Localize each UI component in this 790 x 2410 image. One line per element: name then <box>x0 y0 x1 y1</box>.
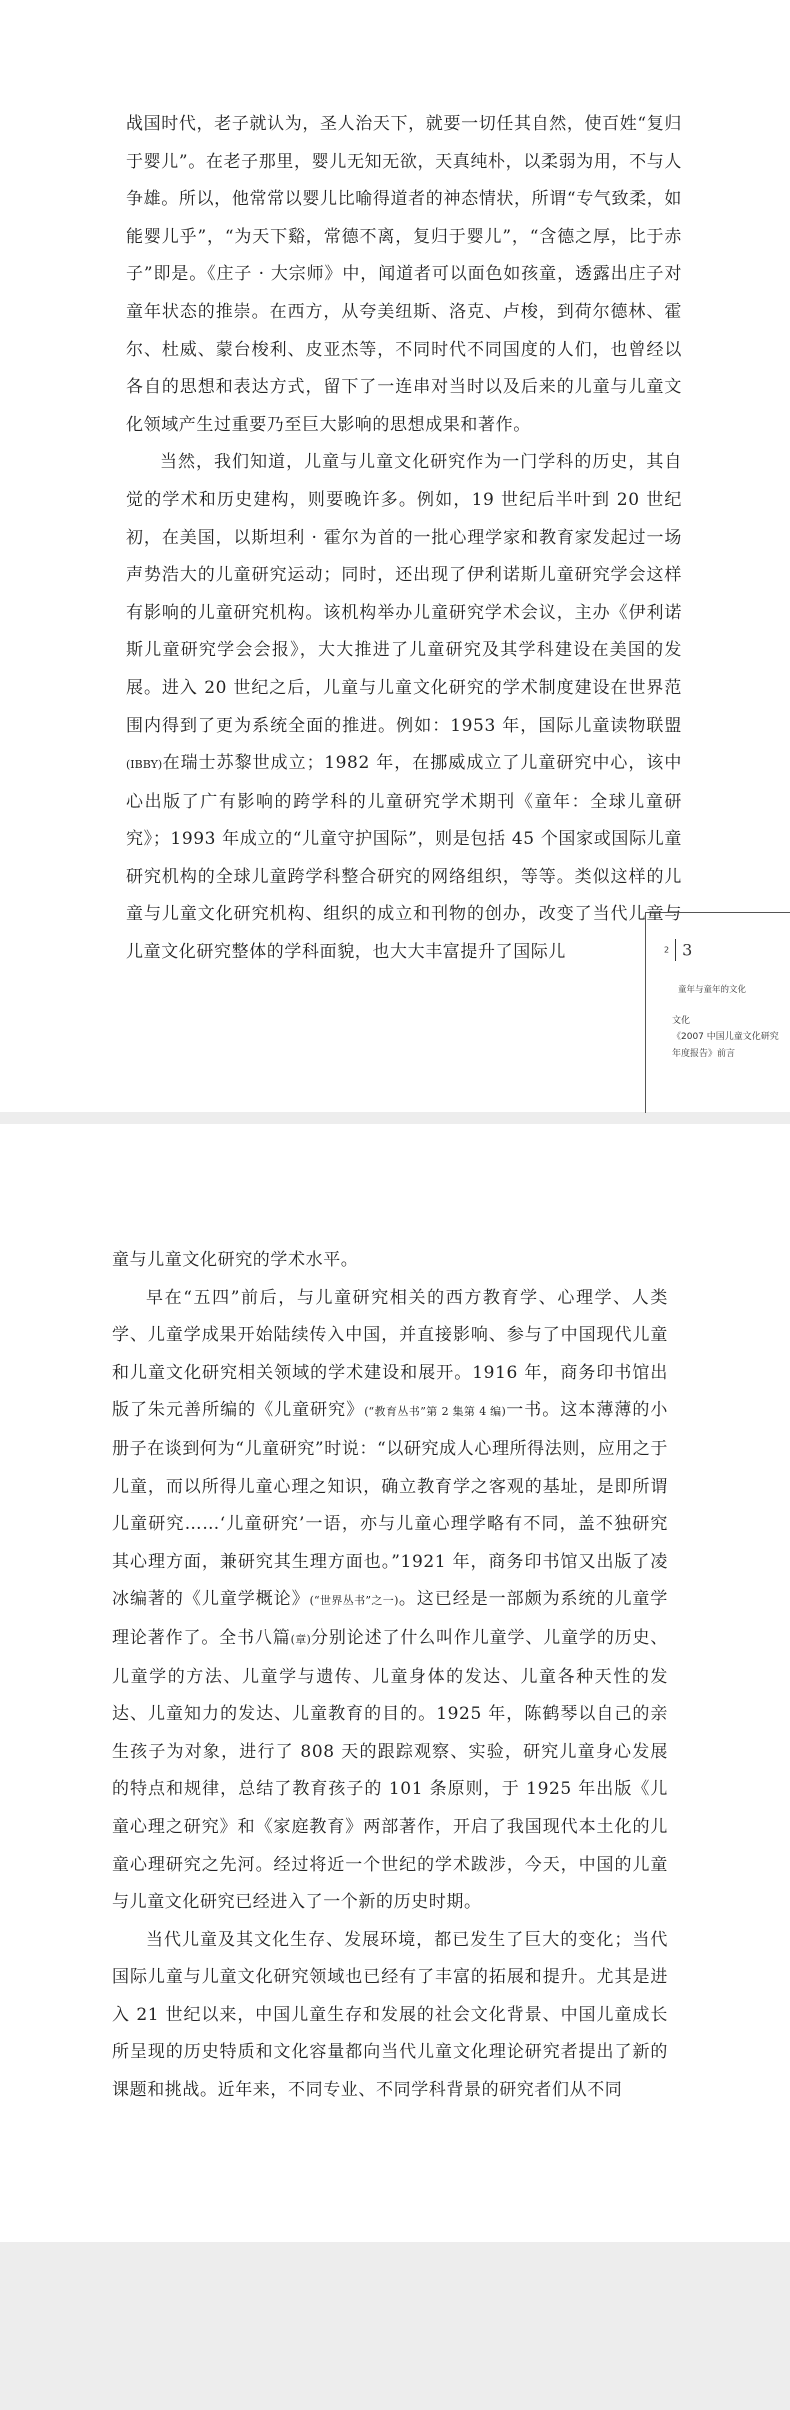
marginal-page-numbers <box>664 939 692 961</box>
paragraph-text: 分别论述了什么叫作儿童学、儿童学的历史、儿童学的方法、儿童学与遗传、儿童身体的发达、儿童各种天性的发达、儿童知力的发达、儿童教育的目的。1925 年，陈鹤琴以自己的亲生孩子为对象，进行了 808 天的跟踪观察、实验，研究儿童身心发展的特点和规律，总结了教育孩子的 101 条原则，于 1925 年出版《儿童心理之研究》和《家庭教育》两部著作，开启了我国现代本土化的儿童心理研究之先河。经过将近一个世纪的学术跋涉，今天，中国的儿童与儿童文化研究已经进入了一个新的历史时期。 <box>112 1627 669 1913</box>
page-1 <box>0 0 790 1112</box>
paragraph-text: 在瑞士苏黎世成立；1982 年，在挪威成立了儿童研究中心，该中心出版了广有影响的跨学科的儿童研究学术期刊《童年：全球儿童研究》；1993 年成立的“儿童守护国际”，则是包括 45 个国家或国际儿童研究机构的全球儿童跨学科整合研究的网络组织，等等。类似这样的儿童与儿童文化研究机构、组织的成立和刊物的创办，改变了当代儿童与儿童文化研究整体的学科面貌，也大大丰富提升了国际儿 <box>126 753 682 963</box>
marginal-subtitle: 童年与童年的文化 <box>678 985 747 995</box>
paragraph-continuation: 童与儿童文化研究的学术水平。 <box>112 1250 359 1270</box>
paragraph-text: 当然，我们知道，儿童与儿童文化研究作为一门学科的历史，其自觉的学术和历史建构，则要晚许多。例如，19 世纪后半叶到 20 世纪初，在美国，以斯坦利 · 霍尔为首的一批心理学家和教育家发起过一场声势浩大的儿童研究运动；同时，还出现了伊利诺斯儿童研究学会这样有影响的儿童研究机构。该机构举办儿童研究学术会议，主办《伊利诺斯儿童研究学会会报》，大大推进了儿童研究及其学科建设在美国的发展。进入 20 世纪之后，儿童与儿童文化研究的学术制度建设在世界范围内得到了更为系统全面的推进。例如：1953 年，国际儿童读物联盟 <box>126 452 682 736</box>
marginal-divider <box>675 939 676 961</box>
paragraph-contemporary: 当代儿童及其文化生存、发展环境，都已发生了巨大的变化；当代国际儿童与儿童文化研究领域也已经有了丰富的拓展和提升。尤其是进入 21 世纪以来，中国儿童生存和发展的社会文化背景、中国儿童成长所呈现的历史特质和文化容量都向当代儿童文化理论研究者提出了新的课题和挑战。近年来，不同专业、不同学科背景的研究者们从不同 <box>112 1929 668 2101</box>
marginal-source: 《2007 中国儿童文化研究年度报告》前言 <box>672 1032 779 1059</box>
inline-note-ibby: (IBBY) <box>126 758 163 772</box>
marginal-left-number: 2 <box>664 945 670 955</box>
page-2-text <box>112 1242 668 2110</box>
page-2 <box>0 1124 790 2242</box>
marginal-category: 文化 <box>672 1016 691 1026</box>
marginal-note <box>645 912 790 1113</box>
inline-note-world-series: (“世界丛书”之一) <box>309 1594 399 1608</box>
paragraph-discipline-history <box>126 444 682 971</box>
inline-note-series: (“教育丛书”第 2 集第 4 编) <box>364 1405 506 1419</box>
paragraph-laozi: 战国时代，老子就认为，圣人治天下，就要一切任其自然，使百姓“复归于婴儿”。在老子那里，婴儿无知无欲，天真纯朴，以柔弱为用，不与人争雄。所以，他常常以婴儿比喻得道者的神态情状，所谓“专气致柔，如能婴儿乎”，“为天下谿，常德不离，复归于婴儿”，“含德之厚，比于赤子”即是。《庄子 · 大宗师》中，闻道者可以面色如孩童，透露出庄子对童年状态的推崇。在西方，从夸美纽斯、洛克、卢梭，到荷尔德林、霍尔、杜威、蒙台梭利、皮亚杰等，不同时代不同国度的人们，也曾经以各自的思想和表达方式，留下了一连串对当时以及后来的儿童与儿童文化领域产生过重要乃至巨大影响的思想成果和著作。 <box>126 114 682 435</box>
paragraph-text: 。这已经是一部颇为系统的儿童学理论著作了。全书八篇 <box>112 1589 669 1648</box>
inline-note-chapter: (章) <box>290 1632 311 1646</box>
paragraph-text: 早在“五四”前后，与儿童研究相关的西方教育学、心理学、人类学、儿童学成果开始陆续传入中国，并直接影响、参与了中国现代儿童和儿童文化研究相关领域的学术建设和展开。1916 年，商务印书馆出版了朱元善所编的《儿童研究》 <box>112 1287 668 1421</box>
paragraph-may-fourth <box>112 1280 668 1922</box>
page-1-text <box>126 106 682 972</box>
paragraph-text: 一书。这本薄薄的小册子在谈到何为“儿童研究”时说：“以研究成人心理所得法则，应用之于儿童，而以所得儿童心理之知识，确立教育学之客观的基址，是即所谓儿童研究……‘儿童研究’一语，亦与儿童心理学略有不同，盖不独研究其心理方面，兼研究其生理方面也。”1921 年，商务印书馆又出版了凌冰编著的《儿童学概论》 <box>112 1400 668 1610</box>
page-number: 3 <box>682 940 693 960</box>
